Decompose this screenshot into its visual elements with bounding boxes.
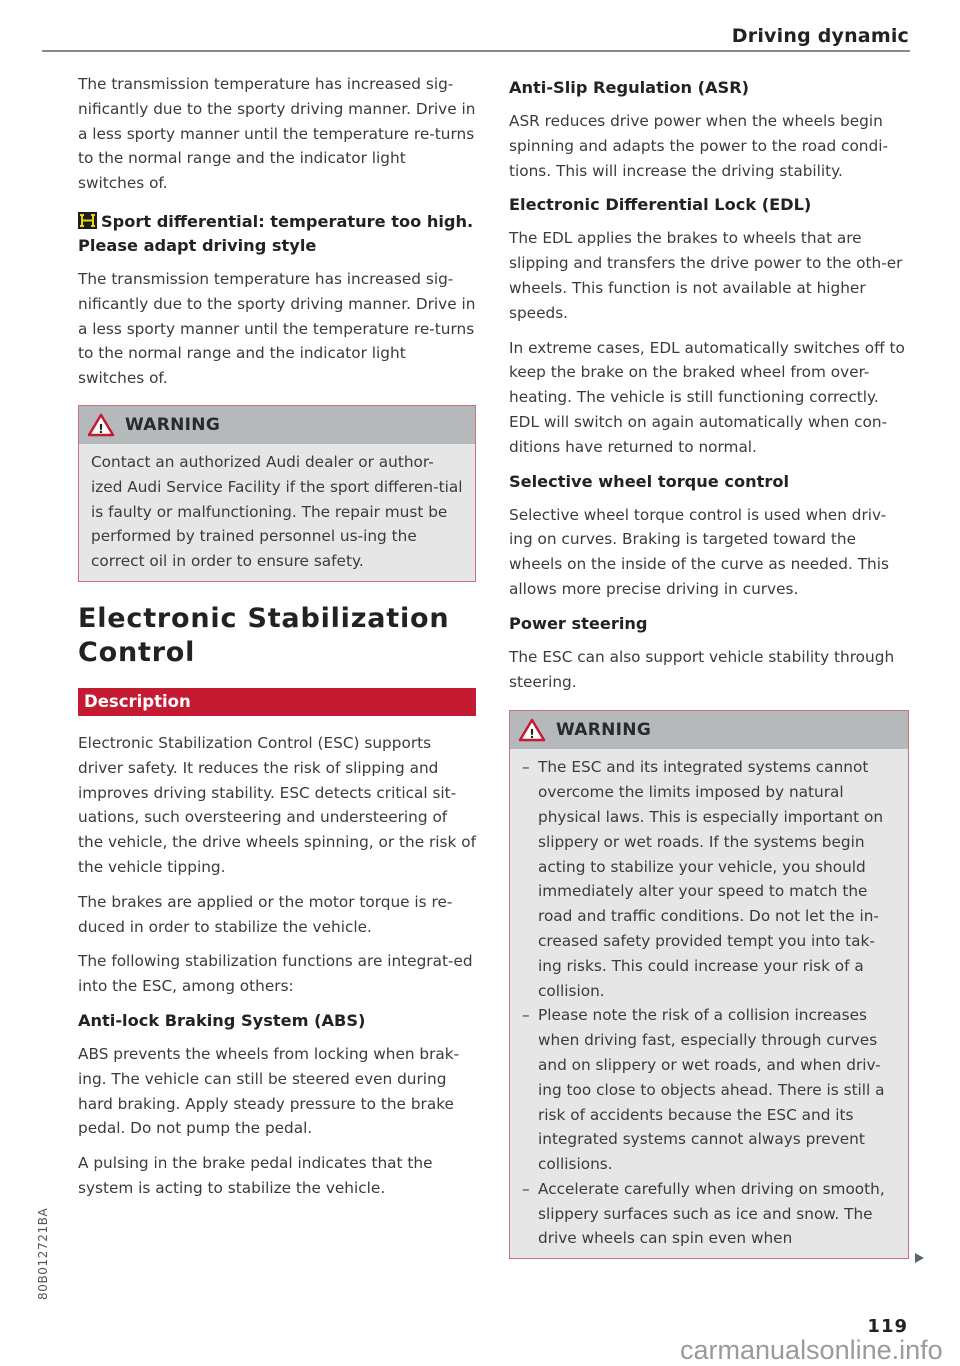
esc-paragraph-2: The brakes are applied or the motor torque is re-duced in order to stabilize the vehicle. xyxy=(78,892,453,936)
chapter-title: Electronic Stabilization Control xyxy=(78,602,450,668)
warning-title: WARNING xyxy=(556,720,652,741)
description-bar: Description xyxy=(78,688,476,716)
warning-header xyxy=(79,406,475,444)
esc-paragraph-3: The following stabilization functions are integrat-ed into the ESC, among others: xyxy=(78,952,473,996)
warning-item: – Accelerate carefully when driving on smooth, slippery surfaces such as ice and snow. The drive wheels can spin even when xyxy=(522,1177,896,1251)
continued-arrow-icon xyxy=(915,1253,924,1263)
sport-differential-icon xyxy=(78,212,97,229)
warning-header xyxy=(510,711,908,749)
svg-text:!: ! xyxy=(529,727,535,742)
asr-paragraph: ASR reduces drive power when the wheels begin spinning and adapts the power to the road condi-tions. This will increase the driving stability. xyxy=(509,112,888,180)
abs-heading: Anti-lock Braking System (ABS) xyxy=(78,1010,366,1030)
intro-paragraph: The transmission temperature has increased sig-nificantly due to the sporty driving manner. Drive in a less sporty manner until the temperature re-turns to the normal range and the indicator light switches of. xyxy=(78,75,476,193)
alert-heading-text: Sport differential: temperature too high. Please adapt driving style xyxy=(78,211,474,255)
steering-heading: Power steering xyxy=(509,613,648,633)
esc-paragraph-1: Electronic Stabilization Control (ESC) supports driver safety. It reduces the risk of slipping and improves driving stability. ESC detects critical sit-uations, such oversteering and understeering of the vehicle, the drive wheels spinning, or the risk of the vehicle tipping. xyxy=(78,733,476,876)
edl-heading: Electronic Differential Lock (EDL) xyxy=(509,195,812,215)
edl-paragraph-2: In extreme cases, EDL automatically switches off to keep the brake on the braked wheel from over-heating. The vehicle is still functioning correctly. EDL will switch on again automatically when con-ditions have returned to normal. xyxy=(509,338,905,456)
steering-paragraph: The ESC can also support vehicle stability through steering. xyxy=(509,647,895,691)
header-divider xyxy=(42,50,910,52)
asr-heading: Anti-Slip Regulation (ASR) xyxy=(509,78,750,97)
edl-paragraph-1: The EDL applies the brakes to wheels that are slipping and transfers the drive power to the oth-er wheels. This function is not available at higher speeds. xyxy=(509,229,903,322)
warning-triangle-icon xyxy=(87,413,115,437)
warning-triangle-icon xyxy=(518,718,546,742)
esc-warning-box xyxy=(509,710,909,1259)
torque-heading: Selective wheel torque control xyxy=(509,471,790,491)
warning-list xyxy=(522,755,896,1251)
left-column xyxy=(78,72,476,1211)
warning-title: WARNING xyxy=(125,414,221,435)
alert-heading xyxy=(78,210,476,258)
warning-text: Contact an authorized Audi dealer or author-ized Audi Service Facility if the sport differen-tial is faulty or malfunctioning. The repair must be performed by trained personnel us-ing the correct oil in order to ensure safety. xyxy=(91,452,463,571)
warning-box xyxy=(78,405,476,582)
svg-text:!: ! xyxy=(98,421,104,436)
watermark: carmanualsonline.info xyxy=(680,1335,943,1365)
alert-paragraph: The transmission temperature has increased sig-nificantly due to the sporty driving manner. Drive in a less sporty manner until the temperature re-turns to the normal range and the indicator light switches of. xyxy=(78,269,476,388)
warning-item: – Please note the risk of a collision increases when driving fast, especially through curves and on slippery or wet roads, and when driv-ing too close to objects ahead. There is still a risk of accidents because the ESC and its integrated systems cannot always prevent collisions. xyxy=(522,1003,896,1177)
page-number: 119 xyxy=(867,1316,908,1337)
abs-paragraph-1: ABS prevents the wheels from locking when brak-ing. The vehicle can still be steered even during hard braking. Apply steady pressure to the brake pedal. Do not pump the pedal. xyxy=(78,1044,460,1138)
right-column xyxy=(509,72,909,1277)
torque-paragraph: Selective wheel torque control is used when driv-ing on curves. Braking is targeted toward the wheels on the inside of the curve as needed. This allows more precise driving in curves. xyxy=(509,505,889,598)
section-title: Driving dynamic xyxy=(731,25,909,47)
abs-paragraph-2: A pulsing in the brake pedal indicates that the system is acting to stabilize the vehicle. xyxy=(78,1154,433,1197)
document-code: 80B012721BA xyxy=(36,1207,50,1300)
warning-item: – The ESC and its integrated systems cannot overcome the limits imposed by natural physical laws. This is especially important on slippery or wet roads. If the systems begin acting to stabilize your vehicle, you should immediately alter your speed to match the road and traffic conditions. Do not let the in-creased safety provided tempt you into tak-ing risks. This could increase your risk of a collision. xyxy=(522,755,896,1003)
